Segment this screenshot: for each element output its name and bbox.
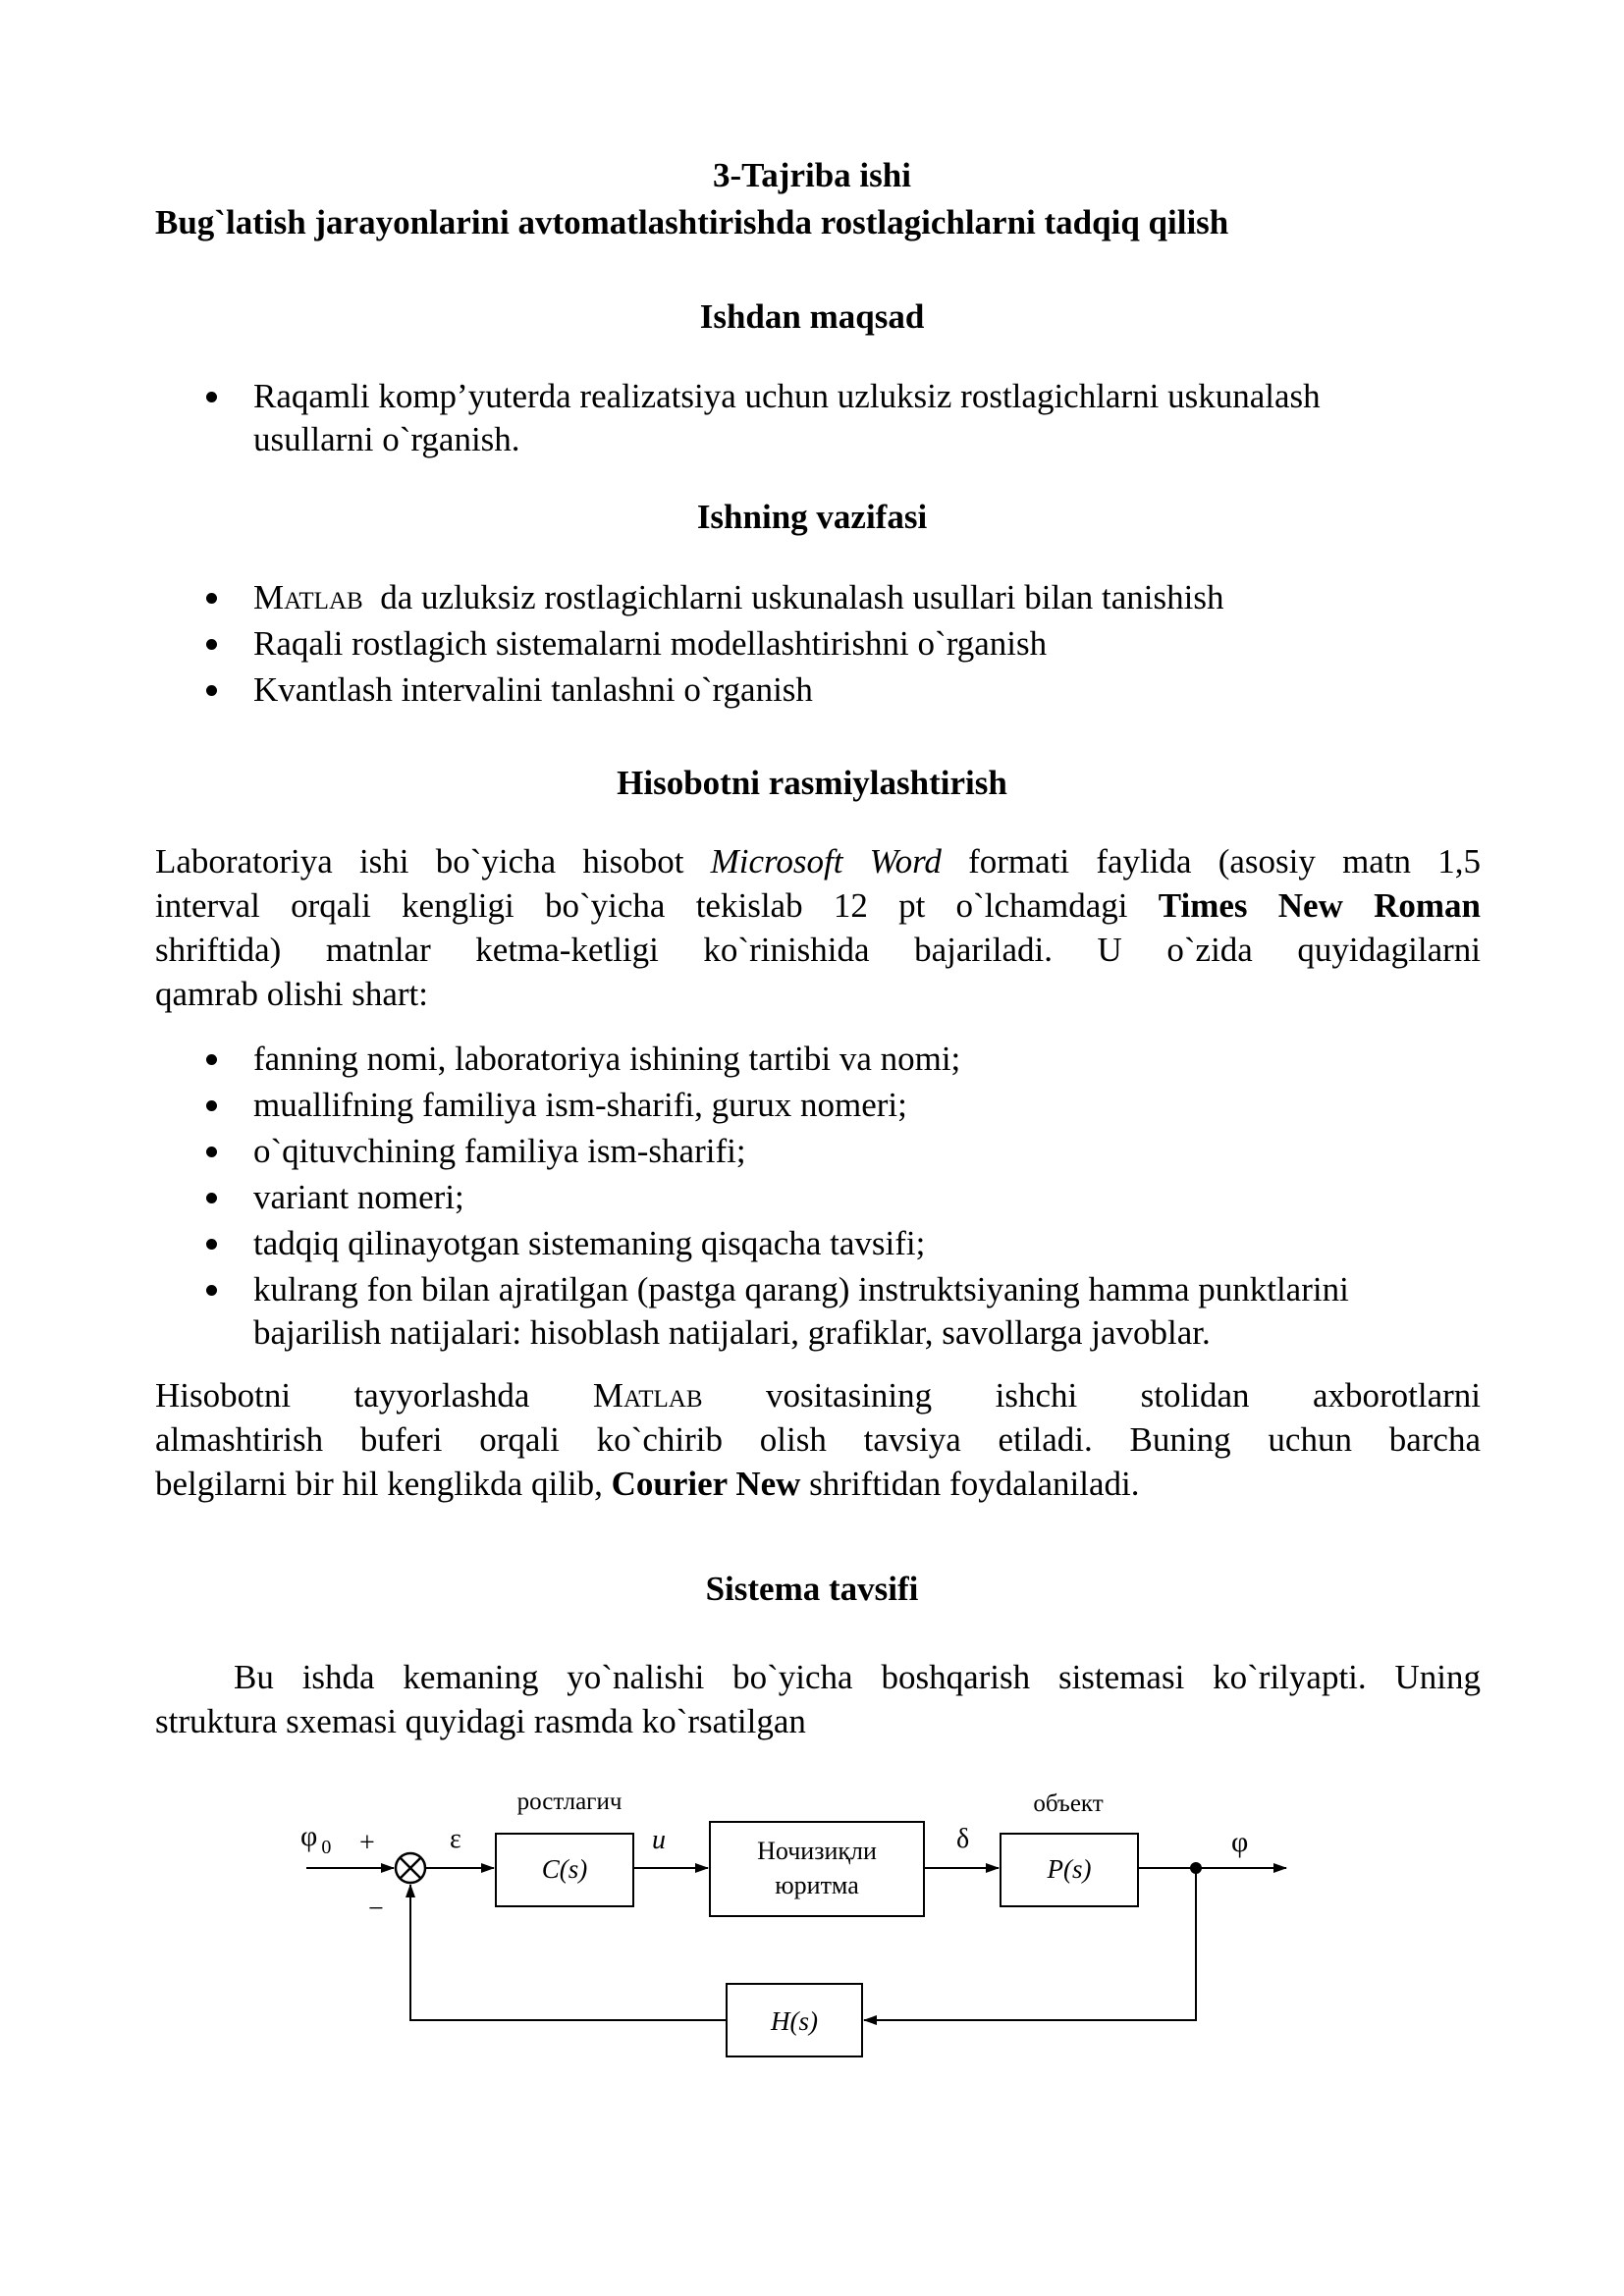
list-item: o`qituvchining familiya ism-sharifi; (0, 1128, 1349, 1174)
minus-sign: − (368, 1894, 384, 1924)
system-heading: Sistema tavsifi (705, 1570, 919, 1608)
list-item: fanning nomi, laboratoriya ishining tartibi va nomi; (0, 1036, 1349, 1082)
branch-point (1190, 1862, 1202, 1874)
regulator-label: ростлагич (516, 1789, 623, 1815)
lab-number: 3-Tajriba ishi (713, 156, 911, 194)
object-label: объект (1033, 1790, 1104, 1817)
block-h-label: H(s) (771, 2006, 818, 2036)
block-p-label: P(s) (1047, 1854, 1092, 1884)
epsilon-label: ε (450, 1824, 461, 1854)
feedback-line-right (864, 1868, 1196, 2020)
list-item: muallifning familiya ism-sharifi, gurux nomeri; (0, 1082, 1349, 1128)
list-item: Kvantlash intervalini tanlashni o`rganish (0, 667, 1223, 713)
list-item: variant nomeri; (0, 1174, 1349, 1220)
block-c-label: C(s) (541, 1854, 588, 1884)
list-item: kulrang fon bilan ajratilgan (pastga qarang) instruktsiyaning hamma punktlarini (0, 1266, 1349, 1312)
delta-label: δ (956, 1824, 970, 1854)
list-item-continuation: bajarilish natijalari: hisoblash natijalari, grafiklar, savollarga javoblar. (253, 1313, 1211, 1352)
list-item: tadqiq qilinayotgan sistemaning qisqacha tavsifi; (0, 1220, 1349, 1266)
system-paragraph: Bu ishda kemaning yo`nalishi bo`yicha boshqarish sistemasi ko`rilyapti. Uning struktura sxemasi quyidagi rasmda ko`rsatilgan (155, 1658, 1481, 1740)
list-item: Raqali rostlagich sistemalarni modellashtirishni o`rganish (0, 620, 1223, 667)
report-paragraph-2: Hisobotni tayyorlashda Matlab vositasining ishchi stolidan axborotlarni almashtirish buferi orqali ko`chirib olish tavsiya etiladi. Buning uchun barcha belgilarni bir hil kenglikda qilib, Courier New shriftidan foydalaniladi. (155, 1376, 1482, 1503)
phi0-symbol: φ $_0$ (300, 1820, 332, 1858)
report-paragraph-1: Laboratoriya ishi bo`yicha hisobot Microsoft Word formati faylida (asosiy matn 1,5 interval orqali kengligi bo`yicha tekislab 12 pt o`lchamdagi Times New Roman shriftida) matnlar ketma-ketligi ko`rinishida bajariladi. U o`zida quyidagilarni qamrab olishi shart: (155, 842, 1482, 1013)
plus-sign: + (359, 1828, 375, 1858)
tasks-heading: Ishning vazifasi (696, 498, 928, 536)
feedback-line-left (410, 1885, 727, 2020)
goal-heading: Ishdan maqsad (699, 297, 925, 336)
lab-title: Bug`latish jarayonlarini avtomatlashtirishda rostlagichlarni tadqiq qilish (155, 203, 1229, 241)
u-label: u (652, 1825, 666, 1855)
report-heading: Hisobotni rasmiylashtirish (617, 764, 1007, 802)
summing-junction (396, 1853, 425, 1883)
list-item: Matlab da uzluksiz rostlagichlarni uskunalash usullari bilan tanishish (0, 574, 1223, 620)
list-item: Raqamli komp’yuterda realizatsiya uchun uzluksiz rostlagichlarni uskunalash (0, 373, 1321, 419)
block-actuator-label-2: юритма (775, 1871, 859, 1899)
block-actuator-label-1: Ночизиқли (757, 1837, 877, 1865)
phi-label: φ (1231, 1826, 1249, 1858)
list-item-continuation: usullarni o`rganish. (253, 420, 520, 458)
